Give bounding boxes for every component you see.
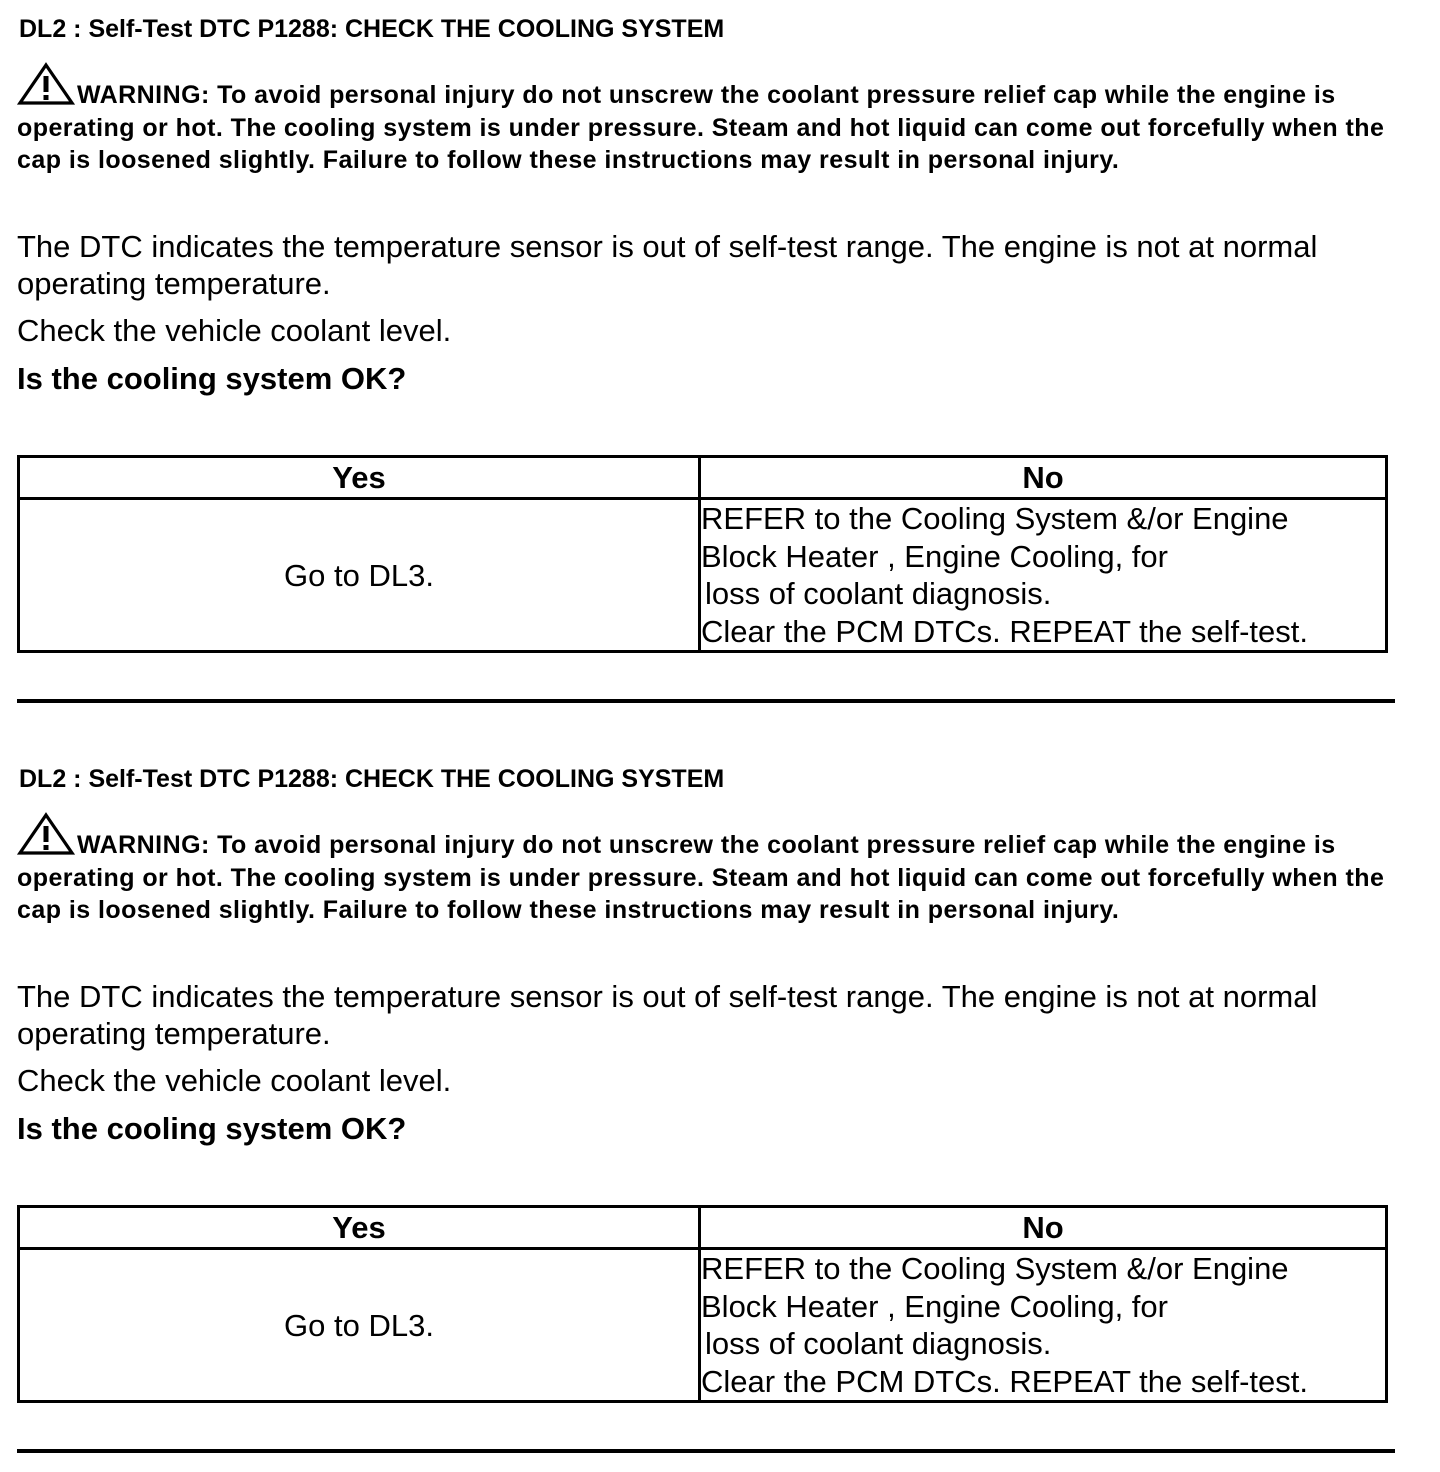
section-divider bbox=[17, 1449, 1395, 1453]
table-row bbox=[19, 1249, 1387, 1402]
step-title: DL2 : Self-Test DTC P1288: CHECK THE COOLING SYSTEM bbox=[19, 15, 725, 43]
warning-triangle-icon bbox=[17, 812, 75, 856]
no-header: No bbox=[700, 457, 1387, 499]
check-instruction: Check the vehicle coolant level. bbox=[17, 1063, 452, 1098]
description-text: The DTC indicates the temperature sensor is out of self-test range. The engine is not at normal operating temperature. bbox=[17, 979, 1318, 1051]
check-instruction: Check the vehicle coolant level. bbox=[17, 313, 452, 348]
yes-action: Go to DL3. bbox=[19, 1249, 700, 1402]
no-action-line: loss of coolant diagnosis. bbox=[705, 1326, 1052, 1361]
yes-action: Go to DL3. bbox=[19, 499, 700, 652]
no-action bbox=[700, 499, 1387, 652]
no-action-line: REFER to the Cooling System &/or Engine bbox=[701, 1251, 1289, 1286]
no-action-line: Clear the PCM DTCs. REPEAT the self-test. bbox=[701, 1363, 1308, 1399]
warning-triangle-icon bbox=[17, 62, 75, 106]
table-header-row bbox=[19, 1207, 1387, 1249]
warning-text: WARNING: To avoid personal injury do not unscrew the coolant pressure relief cap while the engine is operating or hot. The cooling system is under pressure. Steam and hot liquid can come out forcefully when the cap is loosened slightly. Failure to follow these instructions may result in personal injury. bbox=[17, 831, 1385, 924]
warning-text: WARNING: To avoid personal injury do not unscrew the coolant pressure relief cap while the engine is operating or hot. The cooling system is under pressure. Steam and hot liquid can come out forcefully when the cap is loosened slightly. Failure to follow these instructions may result in personal injury. bbox=[17, 81, 1385, 174]
step-title: DL2 : Self-Test DTC P1288: CHECK THE COOLING SYSTEM bbox=[19, 765, 725, 793]
question-text: Is the cooling system OK? bbox=[17, 1111, 407, 1146]
no-action-line: Clear the PCM DTCs. REPEAT the self-test. bbox=[701, 613, 1308, 649]
no-action bbox=[700, 1249, 1387, 1402]
table-header-row bbox=[19, 457, 1387, 499]
yes-header: Yes bbox=[19, 1207, 700, 1249]
no-action-line: Block Heater , Engine Cooling, for bbox=[701, 1288, 1168, 1324]
no-action-line: loss of coolant diagnosis. bbox=[705, 576, 1052, 611]
question-text: Is the cooling system OK? bbox=[17, 361, 407, 396]
yes-header: Yes bbox=[19, 457, 700, 499]
description-text: The DTC indicates the temperature sensor is out of self-test range. The engine is not at normal operating temperature. bbox=[17, 229, 1318, 301]
no-header: No bbox=[700, 1207, 1387, 1249]
section-divider bbox=[17, 699, 1395, 703]
no-action-line: REFER to the Cooling System &/or Engine bbox=[701, 501, 1289, 536]
warning-block bbox=[17, 812, 1397, 927]
answer-table bbox=[17, 455, 1388, 653]
no-action-line: Block Heater , Engine Cooling, for bbox=[701, 538, 1168, 574]
answer-table bbox=[17, 1205, 1388, 1403]
table-row bbox=[19, 499, 1387, 652]
warning-block bbox=[17, 62, 1397, 177]
